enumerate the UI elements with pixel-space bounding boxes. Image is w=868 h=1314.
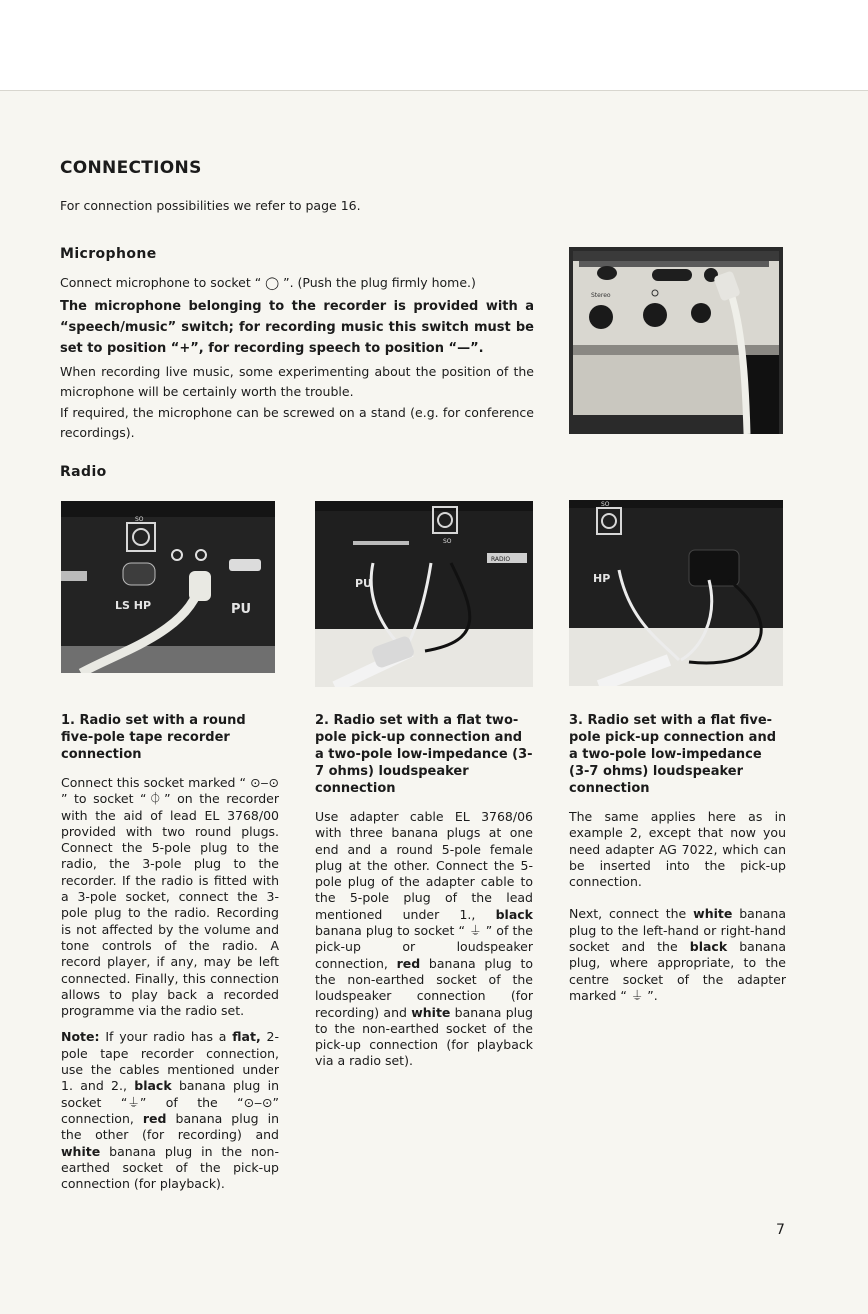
radio-photo-3 bbox=[569, 500, 783, 686]
so-label-2: SO bbox=[443, 538, 452, 545]
radio-column-2 bbox=[315, 712, 533, 1080]
stereo-label: Stereo bbox=[591, 292, 611, 299]
note-emph: red bbox=[142, 1110, 167, 1126]
note-text: 2-pole tape recorder connection, use the cables mentioned under 1. and 2., bbox=[61, 1029, 279, 1094]
col3-emph: white bbox=[693, 906, 733, 922]
radio-column-1 bbox=[61, 712, 279, 1202]
col3-text: banana plug, where appropriate, to the centre socket of the adapter marked “ ⏚ ”. bbox=[569, 939, 786, 1003]
col3-text: banana plug to the left-hand or right-hand socket and the bbox=[569, 906, 787, 955]
col2-text: banana plug to socket “ ⏚ ” of the pick-up or loudspeaker connection, bbox=[315, 923, 533, 971]
microphone-socket-photo bbox=[569, 247, 783, 434]
col2-text: Use adapter cable EL 3768/06 with three banana plugs at one end and a round 5-pole female plug at the other. Connect the 5-pole plug of the adapter cable to the 5-pole plug of the lead mentioned under 1., bbox=[315, 809, 533, 922]
col2-emph: black bbox=[495, 906, 533, 922]
note-text: banana plug in socket “⏚” of the “⊙‒⊙” connection, bbox=[61, 1078, 279, 1126]
hp-label: HP bbox=[593, 572, 611, 585]
note-text: banana plug in the non-earthed socket of the pick-up connection (for playback). bbox=[61, 1143, 279, 1192]
microphone-para-4: If required, the microphone can be screwed on a stand (e.g. for conference recordings). bbox=[60, 404, 534, 440]
microphone-text bbox=[60, 273, 534, 444]
intro-text: For connection possibilities we refer to page 16. bbox=[60, 198, 361, 213]
ls-hp-label: LS HP bbox=[115, 599, 152, 612]
so-label-3: SO bbox=[601, 501, 610, 508]
note-emph: white bbox=[61, 1143, 101, 1159]
col3-emph: black bbox=[689, 939, 728, 955]
radio-column-3 bbox=[569, 712, 786, 1014]
so-label-1: SO bbox=[135, 516, 144, 523]
column-1-para: Connect this socket marked “ ⊙‒⊙ ” to socket “⏀” on the recorder with the aid of lead EL 3768/00 provided with two round plugs. Connect the 5-pole plug to the radio, the 3-pole plug to the recorder. If the radio is fitted with a 3-pole socket, connect the 3-pole plug to the radio. Recording is not affected by the volume and tone controls of the radio. A record player, if any, may be left connected. Finally, this connection allows to play back a recorded programme via the radio set. bbox=[61, 775, 279, 1019]
page-number: 7 bbox=[776, 1222, 785, 1238]
radio-photo-2 bbox=[315, 501, 533, 687]
col2-emph: white bbox=[411, 1004, 451, 1020]
pu-label-1: PU bbox=[231, 602, 252, 617]
note-emph: black bbox=[134, 1078, 172, 1094]
note-text: banana plug in the other (for recording) and bbox=[61, 1110, 279, 1143]
col2-emph: red bbox=[396, 955, 421, 971]
radio-photo-1 bbox=[61, 501, 275, 673]
note-label: Note: bbox=[61, 1029, 100, 1045]
radio-heading: Radio bbox=[60, 464, 107, 480]
column-2-para bbox=[315, 809, 533, 1070]
microphone-para-2: The microphone belonging to the recorder is provided with a “speech/music” switch; for recording music this switch must be set to position “+”, for recording speech to position “—”. bbox=[60, 298, 534, 356]
microphone-heading: Microphone bbox=[60, 246, 157, 262]
radio-label: RADIO bbox=[491, 556, 511, 563]
col3-text: Next, connect the bbox=[569, 906, 694, 922]
col2-text: banana plug to the non-earthed socket of the pick-up connection (for playback via a radio set). bbox=[315, 1004, 533, 1069]
pu-label-2: PU bbox=[355, 577, 372, 590]
col2-text: banana plug to the non-earthed socket of the loudspeaker connection (for recording) and bbox=[315, 955, 533, 1020]
microphone-para-1: Connect microphone to socket “ ◯ ”. (Push the plug firmly home.) bbox=[60, 275, 476, 290]
column-1-title: 1. Radio set with a round five-pole tape recorder connection bbox=[61, 713, 246, 762]
column-3-title: 3. Radio set with a flat five-pole pick-up connection and a two-pole low-impedance (3-7 ohms) loudspeaker connection bbox=[569, 713, 777, 796]
microphone-para-3: When recording live music, some experimenting about the position of the microphone will be certainly worth the trouble. bbox=[60, 363, 534, 399]
column-1-note bbox=[61, 1029, 279, 1192]
note-text: If your radio has a bbox=[99, 1029, 233, 1045]
page-title: CONNECTIONS bbox=[60, 158, 202, 178]
note-emph: flat, bbox=[232, 1029, 261, 1045]
column-3-para-1: The same applies here as in example 2, except that now you need adapter AG 7022, which can be inserted into the pick-up connection. bbox=[569, 809, 786, 890]
column-2-title: 2. Radio set with a flat two-pole pick-up connection and a two-pole low-impedance (3-7 ohms) loudspeaker connection bbox=[315, 713, 533, 796]
column-3-para-2 bbox=[569, 906, 786, 1004]
